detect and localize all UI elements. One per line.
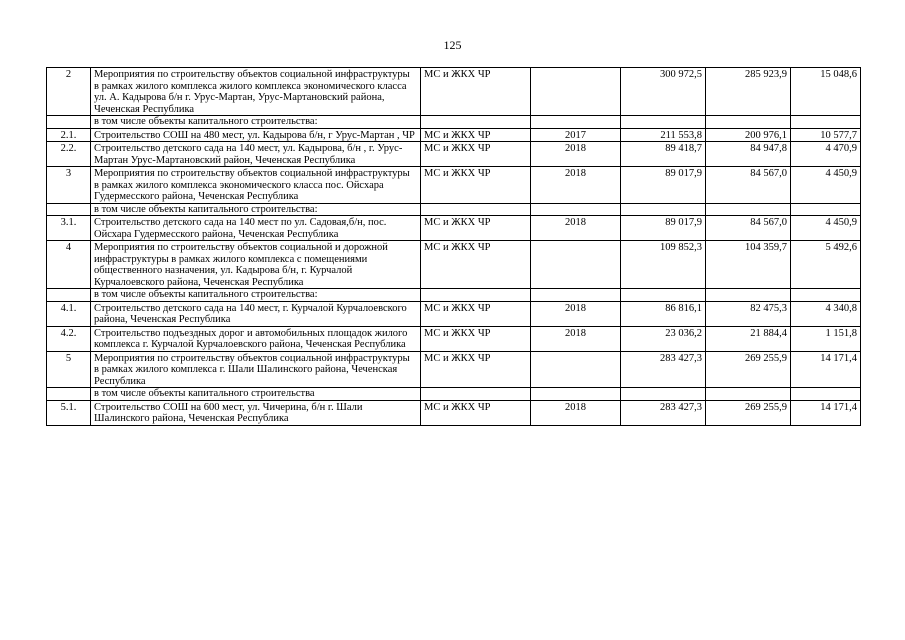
row-number-cell: 5.1. — [47, 400, 91, 425]
table-row — [47, 142, 861, 167]
subheading-row — [47, 203, 861, 216]
row-number-cell: 2.1. — [47, 128, 91, 142]
year-cell — [531, 203, 621, 216]
total-cell: 211 553,8 — [621, 128, 706, 142]
row-number-cell: 2.2. — [47, 142, 91, 167]
executor-cell — [421, 289, 531, 302]
row-number-cell — [47, 116, 91, 129]
federal-cell — [706, 203, 791, 216]
table-row — [47, 301, 861, 326]
total-cell: 109 852,3 — [621, 241, 706, 289]
item-name-cell: Строительство СОШ на 480 мест, ул. Кадырова б/н, г Урус-Мартан , ЧР — [91, 128, 421, 142]
regional-cell: 15 048,6 — [791, 68, 861, 116]
subheading-row — [47, 116, 861, 129]
regional-cell: 4 340,8 — [791, 301, 861, 326]
federal-cell: 84 947,8 — [706, 142, 791, 167]
table-row — [47, 128, 861, 142]
executor-cell — [421, 116, 531, 129]
row-number-cell: 3 — [47, 167, 91, 204]
item-name-cell: Мероприятия по строительству объектов социальной и дорожной инфраструктуры в рамках жилого комплекса с помещениями общественного назначения, ул. Кадырова б/н, г. Курчалой Курчалоевского района, Чеченская Республика — [91, 241, 421, 289]
total-cell: 283 427,3 — [621, 400, 706, 425]
total-cell: 89 418,7 — [621, 142, 706, 167]
year-cell: 2018 — [531, 301, 621, 326]
executor-cell — [421, 388, 531, 401]
item-name-cell: Мероприятия по строительству объектов социальной инфраструктуры в рамках жилого комплекса экономического класса пос. Ойсхара Гудермесского района, Чеченская Республика — [91, 167, 421, 204]
total-cell: 89 017,9 — [621, 216, 706, 241]
total-cell — [621, 203, 706, 216]
executor-cell: МС и ЖКХ ЧР — [421, 167, 531, 204]
federal-cell: 200 976,1 — [706, 128, 791, 142]
regional-cell: 14 171,4 — [791, 351, 861, 388]
table-row — [47, 241, 861, 289]
regional-cell: 4 450,9 — [791, 167, 861, 204]
regional-cell: 4 470,9 — [791, 142, 861, 167]
year-cell: 2018 — [531, 216, 621, 241]
table-body — [47, 68, 861, 426]
subheading-row — [47, 388, 861, 401]
regional-cell: 5 492,6 — [791, 241, 861, 289]
row-number-cell — [47, 203, 91, 216]
regional-cell — [791, 203, 861, 216]
subheading-text: в том числе объекты капитального строительства: — [91, 289, 421, 302]
regional-cell — [791, 289, 861, 302]
executor-cell: МС и ЖКХ ЧР — [421, 142, 531, 167]
item-name-cell: Строительство подъездных дорог и автомобильных площадок жилого комплекса г. Курчалой Курчалоевского района, Чеченская Республика — [91, 326, 421, 351]
table-row — [47, 351, 861, 388]
executor-cell: МС и ЖКХ ЧР — [421, 128, 531, 142]
regional-cell — [791, 388, 861, 401]
row-number-cell: 4.2. — [47, 326, 91, 351]
federal-cell: 84 567,0 — [706, 167, 791, 204]
federal-cell: 21 884,4 — [706, 326, 791, 351]
executor-cell: МС и ЖКХ ЧР — [421, 241, 531, 289]
year-cell: 2018 — [531, 142, 621, 167]
item-name-cell: Мероприятия по строительству объектов социальной инфраструктуры в рамках жилого комплекса жилого комплекса экономического класса ул. А. Кадырова б/н г. Урус-Мартан, Урус-Мартановский района, Чеченская Республика — [91, 68, 421, 116]
executor-cell: МС и ЖКХ ЧР — [421, 351, 531, 388]
item-name-cell: Строительство СОШ на 600 мест, ул. Чичерина, б/н г. Шали Шалинского района, Чеченская Республика — [91, 400, 421, 425]
total-cell: 300 972,5 — [621, 68, 706, 116]
year-cell — [531, 116, 621, 129]
federal-cell: 269 255,9 — [706, 400, 791, 425]
total-cell: 86 816,1 — [621, 301, 706, 326]
total-cell — [621, 116, 706, 129]
federal-cell: 84 567,0 — [706, 216, 791, 241]
total-cell: 89 017,9 — [621, 167, 706, 204]
year-cell — [531, 351, 621, 388]
subheading-row — [47, 289, 861, 302]
year-cell: 2017 — [531, 128, 621, 142]
federal-cell — [706, 289, 791, 302]
item-name-cell: Строительство детского сада на 140 мест по ул. Садовая,б/н, пос. Ойсхара Гудермесского района, Чеченская Республика — [91, 216, 421, 241]
budget-table — [46, 67, 861, 426]
table-row — [47, 326, 861, 351]
executor-cell: МС и ЖКХ ЧР — [421, 301, 531, 326]
table-row — [47, 68, 861, 116]
total-cell: 283 427,3 — [621, 351, 706, 388]
year-cell — [531, 68, 621, 116]
total-cell: 23 036,2 — [621, 326, 706, 351]
subheading-text: в том числе объекты капитального строительства: — [91, 116, 421, 129]
item-name-cell: Строительство детского сада на 140 мест, ул. Кадырова, б/н , г. Урус-Мартан Урус-Мартановский район, Чеченская Республика — [91, 142, 421, 167]
total-cell — [621, 388, 706, 401]
federal-cell: 82 475,3 — [706, 301, 791, 326]
executor-cell: МС и ЖКХ ЧР — [421, 216, 531, 241]
year-cell — [531, 241, 621, 289]
row-number-cell: 4.1. — [47, 301, 91, 326]
table-row — [47, 167, 861, 204]
table-row — [47, 400, 861, 425]
row-number-cell — [47, 289, 91, 302]
year-cell — [531, 289, 621, 302]
row-number-cell — [47, 388, 91, 401]
federal-cell: 285 923,9 — [706, 68, 791, 116]
row-number-cell: 4 — [47, 241, 91, 289]
year-cell — [531, 388, 621, 401]
item-name-cell: Мероприятия по строительству объектов социальной инфраструктуры в рамках жилого комплекса г. Шали Шалинского района, Чеченская Республика — [91, 351, 421, 388]
year-cell: 2018 — [531, 326, 621, 351]
regional-cell: 14 171,4 — [791, 400, 861, 425]
item-name-cell: Строительство детского сада на 140 мест, г. Курчалой Курчалоевского района, Чеченская Республика — [91, 301, 421, 326]
year-cell: 2018 — [531, 167, 621, 204]
total-cell — [621, 289, 706, 302]
subheading-text: в том числе объекты капитального строительства — [91, 388, 421, 401]
regional-cell — [791, 116, 861, 129]
regional-cell: 10 577,7 — [791, 128, 861, 142]
subheading-text: в том числе объекты капитального строительства: — [91, 203, 421, 216]
executor-cell: МС и ЖКХ ЧР — [421, 68, 531, 116]
federal-cell — [706, 388, 791, 401]
executor-cell: МС и ЖКХ ЧР — [421, 400, 531, 425]
row-number-cell: 5 — [47, 351, 91, 388]
executor-cell — [421, 203, 531, 216]
row-number-cell: 2 — [47, 68, 91, 116]
executor-cell: МС и ЖКХ ЧР — [421, 326, 531, 351]
year-cell: 2018 — [531, 400, 621, 425]
federal-cell: 269 255,9 — [706, 351, 791, 388]
regional-cell: 1 151,8 — [791, 326, 861, 351]
federal-cell: 104 359,7 — [706, 241, 791, 289]
page-number: 125 — [443, 38, 462, 52]
table-row — [47, 216, 861, 241]
regional-cell: 4 450,9 — [791, 216, 861, 241]
federal-cell — [706, 116, 791, 129]
row-number-cell: 3.1. — [47, 216, 91, 241]
